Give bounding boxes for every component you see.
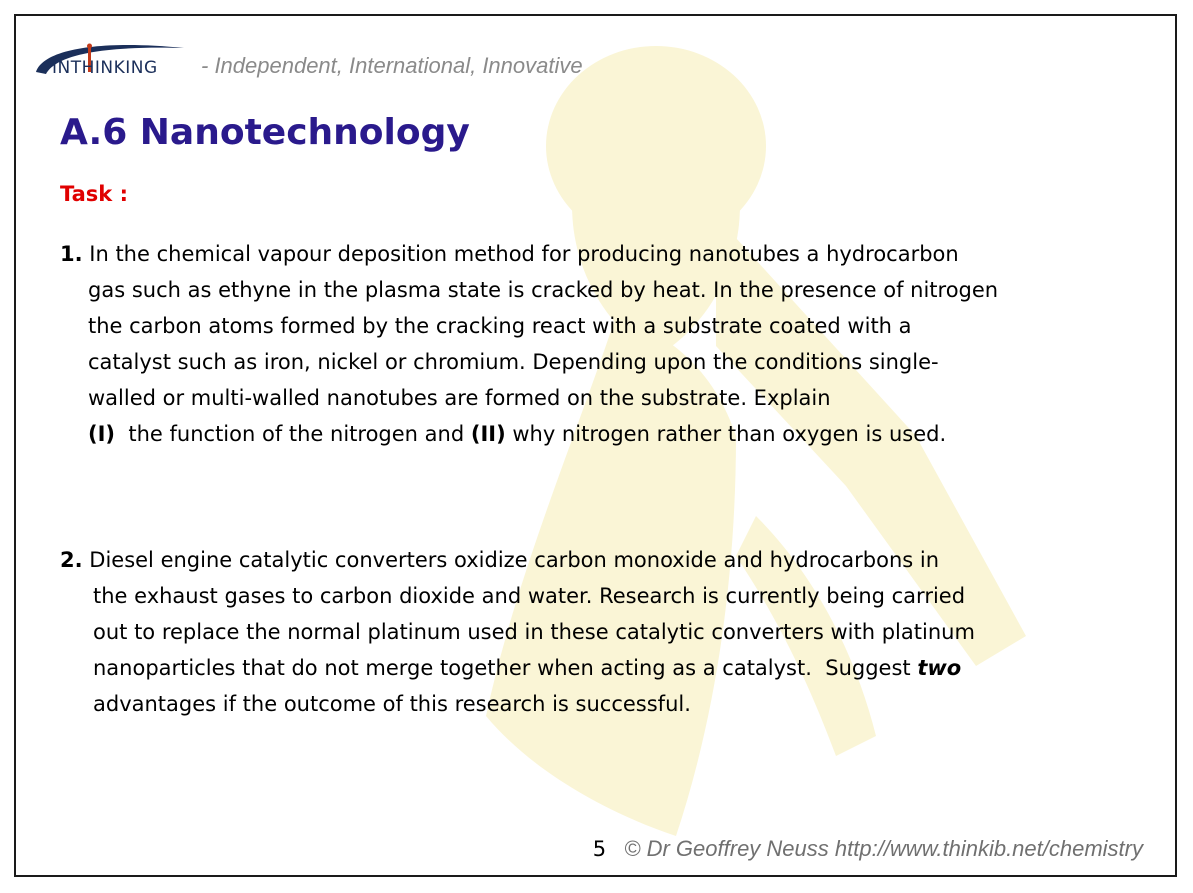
part-1-label: (I) xyxy=(88,422,116,446)
part-1-text: the function of the nitrogen and xyxy=(115,422,471,446)
question-1-line-1: 1. In the chemical vapour deposition method for producing nanotubes a hydrocarbon xyxy=(60,242,959,266)
question-1-line-5: walled or multi-walled nanotubes are formed on the substrate. Explain xyxy=(88,386,831,410)
tagline: - Independent, International, Innovative xyxy=(201,53,583,78)
page-title: A.6 Nanotechnology xyxy=(60,112,470,153)
question-2-line-1: 2. Diesel engine catalytic converters oxidize carbon monoxide and hydrocarbons in xyxy=(60,548,940,572)
question-1 xyxy=(60,236,998,452)
question-2-line-4: nanoparticles that do not merge together when acting as a catalyst. Suggest two xyxy=(93,656,962,680)
question-2-line-2: the exhaust gases to carbon dioxide and water. Research is currently being carried xyxy=(93,584,966,608)
question-1-parts xyxy=(60,416,998,452)
question-1-line-2: gas such as ethyne in the plasma state is cracked by heat. In the presence of nitrogen xyxy=(88,278,999,302)
part-2-text: why nitrogen rather than oxygen is used. xyxy=(505,422,947,446)
question-1-line-3: the carbon atoms formed by the cracking react with a substrate coated with a xyxy=(88,314,912,338)
question-1-number: 1. xyxy=(60,242,83,266)
task-label: Task : xyxy=(60,182,128,206)
slide xyxy=(14,14,1177,877)
emphasis-two: two xyxy=(917,656,962,680)
copyright-text: © Dr Geoffrey Neuss http://www.thinkib.net/chemistry xyxy=(624,836,1143,861)
footer xyxy=(593,836,1143,862)
question-2 xyxy=(60,542,975,722)
question-2-number: 2. xyxy=(60,548,83,572)
part-2-label: (II) xyxy=(470,422,506,446)
question-1-line-4: catalyst such as iron, nickel or chromium. Depending upon the conditions single- xyxy=(88,350,939,374)
page-number: 5 xyxy=(592,837,607,861)
logo-text: INTHINKING xyxy=(52,58,158,78)
question-2-line-3: out to replace the normal platinum used in these catalytic converters with platinum xyxy=(93,620,975,644)
question-2-line-5: advantages if the outcome of this research is successful. xyxy=(93,692,691,716)
